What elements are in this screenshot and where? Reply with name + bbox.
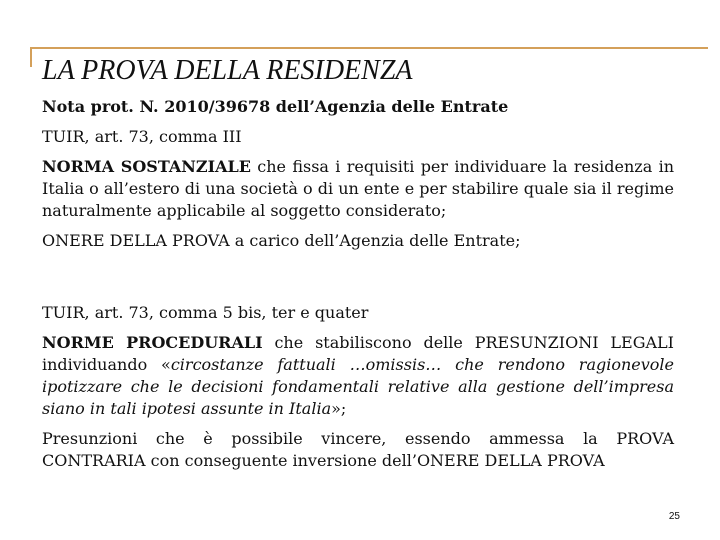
presunzioni-paragraph: Presunzioni che è possibile vincere, essendo ammessa la PROVA CONTRARIA con conseguente inversione dell’ONERE DELLA PROVA <box>42 429 674 470</box>
section-spacer <box>42 260 674 302</box>
slide-content <box>42 96 674 480</box>
norme-procedurali-paragraph <box>42 332 674 420</box>
frame-left-rule <box>30 47 32 67</box>
section1-heading: TUIR, art. 73, comma III <box>42 127 242 146</box>
norme-procedurali-quote: circostanze fattuali …omissis… che rendono ragionevole ipotizzare che le decisioni fondamentali relative alla gestione dell’impresa siano in tali ipotesi assunte in Italia <box>42 355 675 418</box>
norme-procedurali-label: NORME PROCEDURALI <box>42 333 263 352</box>
norme-procedurali-text: che stabiliscono delle PRESUNZIONI LEGALI individuando « <box>42 333 674 374</box>
note-reference: Nota prot. N. 2010/39678 dell’Agenzia delle Entrate <box>42 97 509 116</box>
onere-paragraph: ONERE DELLA PROVA a carico dell’Agenzia delle Entrate; <box>42 231 521 250</box>
page-number: 25 <box>668 511 680 522</box>
norma-sostanziale-paragraph <box>42 156 674 222</box>
norma-sostanziale-text: che fissa i requisiti per individuare la residenza in Italia o all’estero di una società o di un ente e per stabilire quale sia il regime naturalmente applicabile al soggetto considerato; <box>42 157 674 220</box>
norme-procedurali-quote-close: »; <box>331 399 347 418</box>
section2-heading: TUIR, art. 73, comma 5 bis, ter e quater <box>42 303 369 322</box>
frame-top-rule <box>30 47 708 49</box>
slide-title: LA PROVA DELLA RESIDENZA <box>42 55 413 86</box>
norma-sostanziale-label: NORMA SOSTANZIALE <box>42 157 251 176</box>
